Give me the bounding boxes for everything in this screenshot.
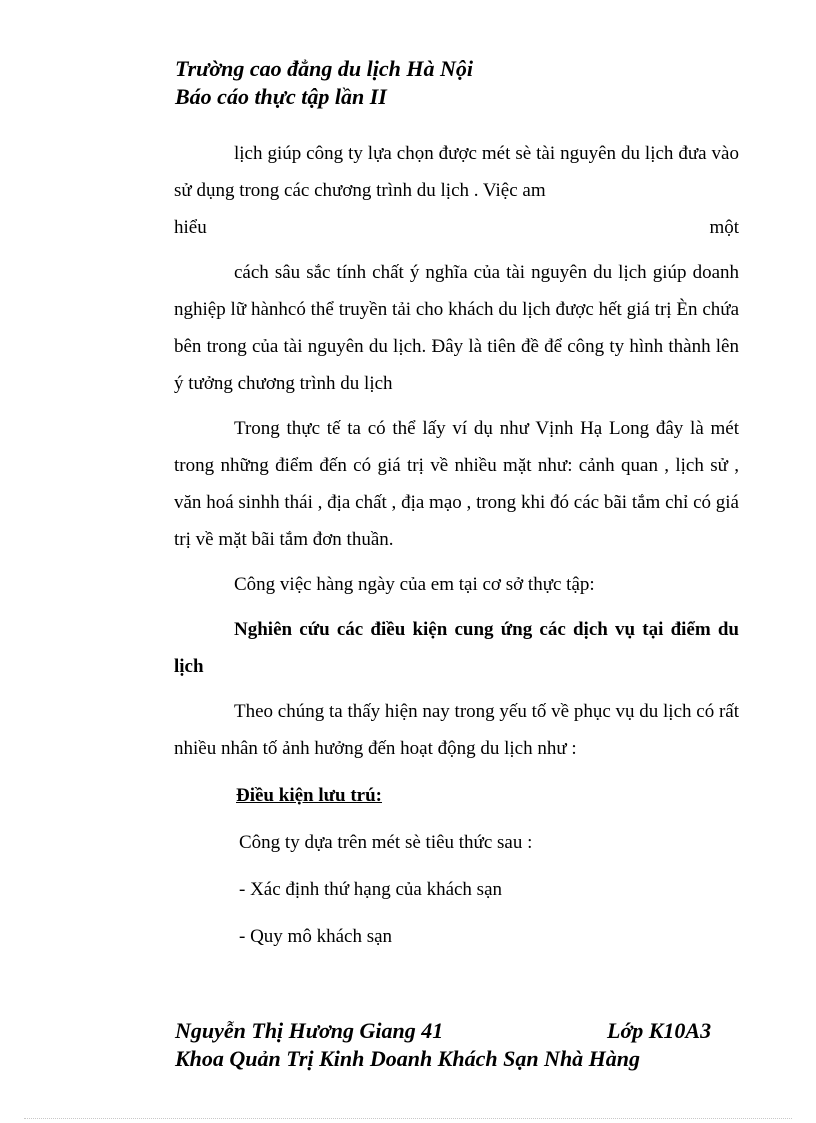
list-intro: Công ty dựa trên mét sè tiêu thức sau : — [239, 832, 533, 853]
page-bottom-divider — [24, 1118, 792, 1119]
report-title: Báo cáo thực tập lần II — [175, 84, 387, 109]
paragraph-6: Theo chúng ta thấy hiện nay trong yếu tố về phục vụ du lịch có rất nhiều nhân tố ảnh hưởng đến hoạt động du lịch như : — [174, 701, 739, 759]
paragraph-1-word-right: một — [709, 217, 739, 238]
class-label: Lớp K10A3 — [607, 1018, 712, 1043]
faculty-name: Khoa Quản Trị Kinh Doanh Khách Sạn Nhà Hàng — [175, 1046, 641, 1071]
paragraph-2: cách sâu sắc tính chất ý nghĩa của tài nguyên du lịch giúp doanh nghiệp lữ hànhcó thể truyền tải cho khách du lịch được hết giá trị Èn chứa bên trong của tài nguyên du lịch. Đây là tiên đề để công ty hình thành lên ý tưởng chương trình du lịch — [174, 262, 739, 394]
paragraph-4: Công việc hàng ngày của em tại cơ sở thực tập: — [234, 574, 595, 595]
page-footer — [175, 1017, 755, 1073]
list-item: - Xác định thứ hạng của khách sạn — [239, 879, 503, 900]
subheading-accommodation: Điều kiện lưu trú: — [236, 785, 382, 806]
list-item: - Quy mô khách sạn — [239, 926, 393, 947]
author-name: Nguyễn Thị Hương Giang 41 — [175, 1018, 444, 1043]
paragraph-1-last-line — [174, 209, 739, 246]
paragraph-1: lịch giúp công ty lựa chọn được mét sè tài nguyên du lịch đưa vào sử dụng trong các chương trình du lịch . Việc am — [174, 143, 739, 201]
section-heading: Nghiên cứu các điều kiện cung ứng các dịch vụ tại điểm du lịch — [174, 619, 739, 677]
page-header — [175, 55, 473, 111]
paragraph-1-word-left: hiểu — [174, 217, 207, 238]
school-name: Trường cao đẳng du lịch Hà Nội — [175, 56, 473, 81]
document-body — [174, 135, 739, 955]
paragraph-3: Trong thực tế ta có thể lấy ví dụ như Vịnh Hạ Long đây là mét trong những điểm đến có giá trị về nhiều mặt như: cảnh quan , lịch sử , văn hoá sinhh thái , địa chất , địa mạo , trong khi đó các bãi tắm chỉ có giá trị về mặt bãi tắm đơn thuần. — [174, 418, 739, 550]
